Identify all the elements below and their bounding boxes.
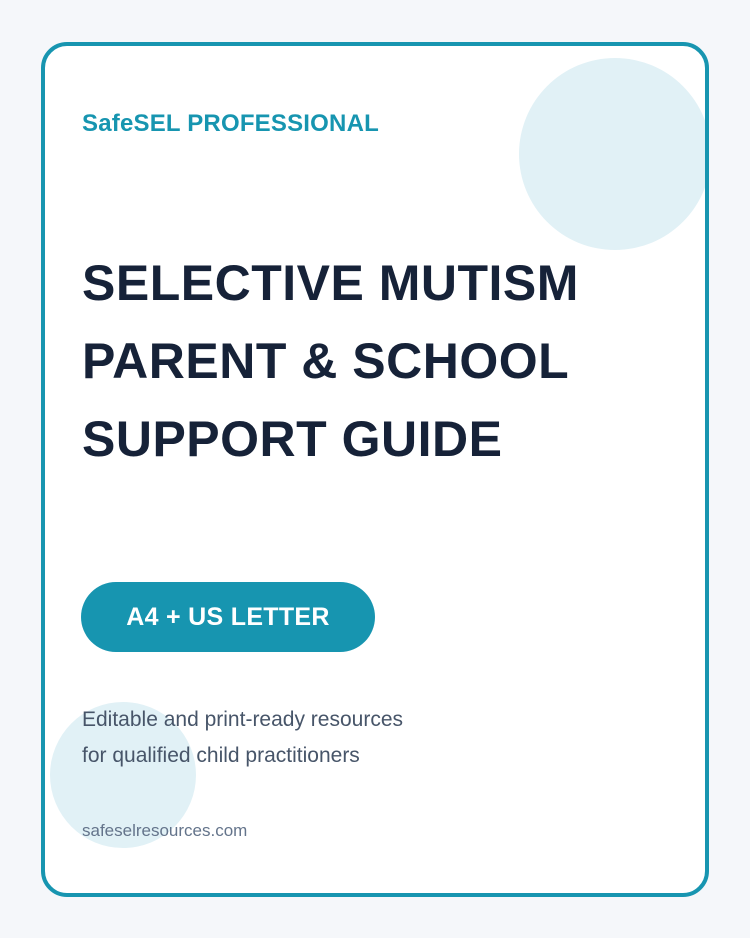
product-card <box>41 42 709 897</box>
page-title <box>82 244 682 478</box>
title-line-2: PARENT & SCHOOL <box>82 333 570 389</box>
description-line-1: Editable and print-ready resources <box>82 708 404 731</box>
decorative-circle-top <box>519 58 709 250</box>
title-line-1: SELECTIVE MUTISM <box>82 255 579 311</box>
brand-label: SafeSEL PROFESSIONAL <box>82 110 379 137</box>
description-line-2: for qualified child practitioners <box>82 744 360 767</box>
title-line-3: SUPPORT GUIDE <box>82 411 503 467</box>
format-badge: A4 + US LETTER <box>81 582 375 652</box>
description <box>82 702 403 774</box>
website-url: safeselresources.com <box>82 821 248 840</box>
